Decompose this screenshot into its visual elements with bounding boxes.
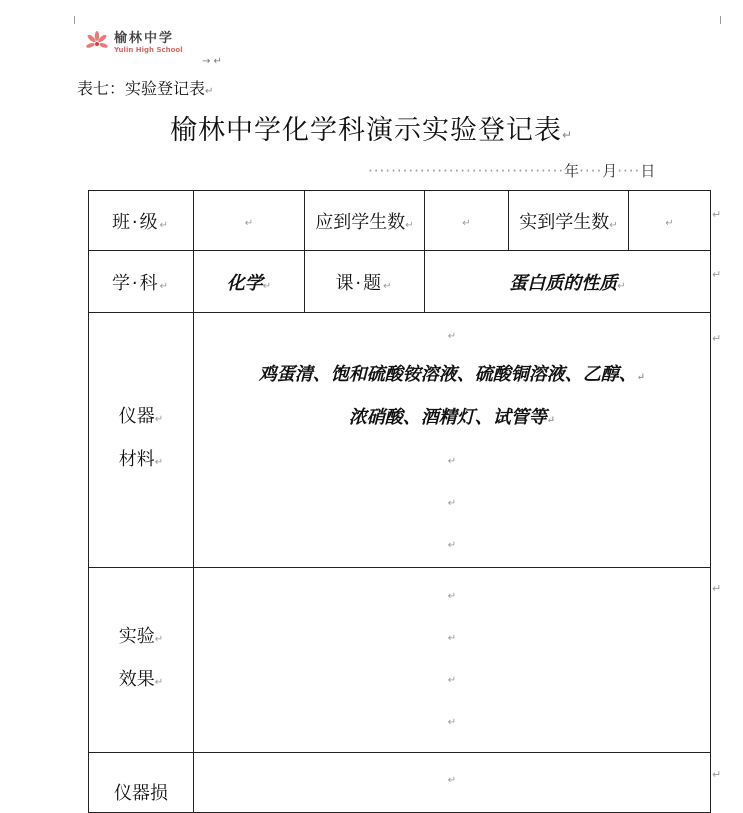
subject-value-cell[interactable]: 化学↵ — [194, 251, 305, 313]
header-format-marks: → ↵ — [202, 56, 222, 67]
actual-students-value-cell[interactable]: ↵ — [629, 191, 711, 251]
experiment-register-table — [88, 190, 711, 813]
effect-label-cell — [89, 568, 194, 753]
effect-value-cell[interactable]: ↵ ↵ ↵ ↵ — [194, 568, 711, 753]
materials-line-2: 浓硝酸、酒精灯、试管等↵ — [348, 407, 556, 428]
row-end-mark: ↵ — [712, 582, 722, 595]
expected-students-value-cell[interactable]: ↵ — [425, 191, 509, 251]
date-leader-dots: ·································· — [368, 162, 565, 180]
row-end-mark: ↵ — [712, 268, 722, 281]
damage-label-cell: 仪器损 — [89, 753, 194, 813]
materials-label-line1: 仪器↵ — [118, 406, 164, 427]
topic-label-cell: 课·题↵ — [305, 251, 425, 313]
table-row — [89, 313, 711, 568]
table-row — [89, 251, 711, 313]
materials-line-1: 鸡蛋清、饱和硫酸铵溶液、硫酸铜溶液、乙醇、↵ — [258, 364, 646, 385]
table-row — [89, 568, 711, 753]
subject-label-cell: 学·科↵ — [89, 251, 194, 313]
page-corner-mark-left — [74, 16, 83, 24]
effect-label-line1: 实验↵ — [118, 626, 164, 647]
date-line — [368, 160, 655, 181]
date-sep: ···· — [617, 162, 641, 180]
actual-students-label-cell: 实到学生数↵ — [509, 191, 629, 251]
logo-chinese-name: 榆林中学 — [114, 30, 175, 46]
damage-value-cell[interactable]: ↵ — [194, 753, 711, 813]
paragraph-mark: ↵ — [205, 86, 214, 97]
school-logo — [84, 30, 183, 56]
effect-label-line2: 效果↵ — [118, 669, 164, 690]
date-year: 年 — [564, 162, 580, 180]
caption-text: 表七：实验登记表 — [77, 79, 206, 98]
materials-label-line2: 材料↵ — [118, 449, 164, 470]
date-sep: ···· — [579, 162, 603, 180]
table-row — [89, 753, 711, 813]
page-title — [0, 108, 743, 147]
table-caption — [77, 76, 213, 99]
logo-english-name: Yulin High School — [114, 45, 183, 54]
expected-students-label-cell: 应到学生数↵ — [305, 191, 425, 251]
table-row — [89, 191, 711, 251]
row-end-mark: ↵ — [712, 208, 722, 221]
row-end-mark: ↵ — [712, 332, 722, 345]
class-label-cell: 班·级↵ — [89, 191, 194, 251]
date-month: 月 — [602, 162, 618, 180]
materials-label-cell — [89, 313, 194, 568]
class-value-cell[interactable]: ↵ — [194, 191, 305, 251]
topic-value-cell[interactable]: 蛋白质的性质↵ — [425, 251, 711, 313]
materials-value-cell[interactable]: ↵ 鸡蛋清、饱和硫酸铵溶液、硫酸铜溶液、乙醇、↵ 浓硝酸、酒精灯、试管等↵ ↵ ↵ ↵ — [194, 313, 711, 568]
flower-logo-icon — [84, 30, 110, 56]
date-day: 日 — [640, 162, 656, 180]
page-corner-mark-right — [712, 16, 721, 24]
row-end-mark: ↵ — [712, 768, 722, 781]
paragraph-mark: ↵ — [561, 128, 574, 142]
title-text: 榆林中学化学科演示实验登记表 — [169, 115, 562, 146]
